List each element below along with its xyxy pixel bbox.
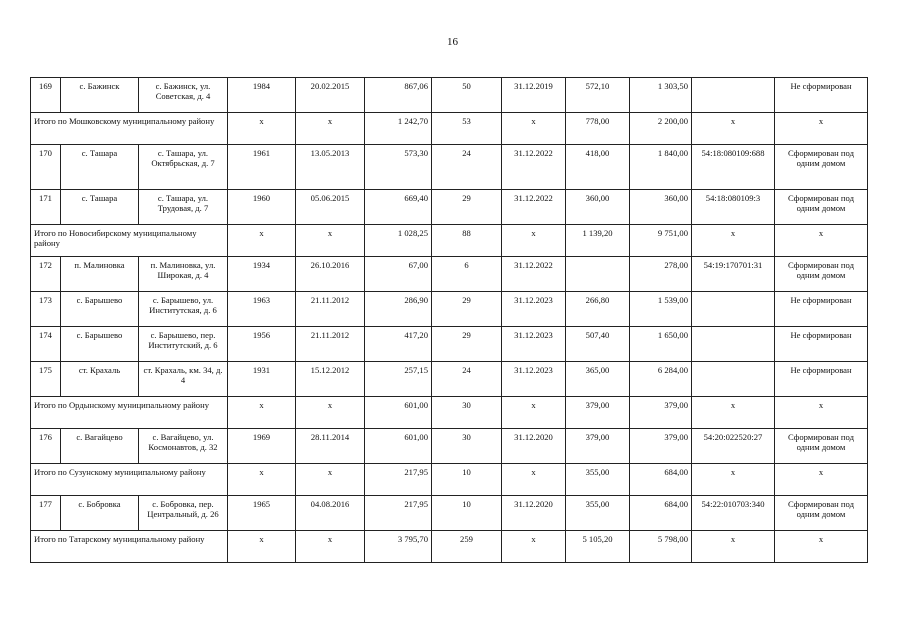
residents-cell: 24	[432, 145, 502, 190]
area-cell: 867,06	[365, 78, 432, 113]
land-status-cell: Не сформирован	[775, 362, 868, 397]
land-status-cell: x	[775, 464, 868, 496]
row-number-cell: 171	[31, 190, 61, 225]
cadastral-number-cell	[692, 327, 775, 362]
cadastral-number-cell	[692, 292, 775, 327]
cadastral-number-cell: 54:18:080109:3	[692, 190, 775, 225]
land-status-cell: Не сформирован	[775, 78, 868, 113]
planned-area-cell: 507,40	[566, 327, 630, 362]
date-cell: x	[296, 531, 365, 563]
settlement-cell: с. Ташара	[61, 190, 139, 225]
planned-area-cell: 360,00	[566, 190, 630, 225]
land-status-cell: x	[775, 225, 868, 257]
area-cell: 67,00	[365, 257, 432, 292]
address-cell: п. Малиновка, ул. Широкая, д. 4	[139, 257, 228, 292]
settlement-cell: с. Ташара	[61, 145, 139, 190]
land-area-cell: 1 539,00	[630, 292, 692, 327]
district-total-row	[31, 397, 868, 429]
date-cell: x	[296, 113, 365, 145]
residents-cell: 10	[432, 464, 502, 496]
year-cell: 1984	[228, 78, 296, 113]
area-cell: 257,15	[365, 362, 432, 397]
land-area-cell: 2 200,00	[630, 113, 692, 145]
planned-area-cell: 379,00	[566, 397, 630, 429]
area-cell: 601,00	[365, 429, 432, 464]
deadline-cell: 31.12.2020	[502, 496, 566, 531]
row-number-cell: 169	[31, 78, 61, 113]
cadastral-number-cell: 54:20:022520:27	[692, 429, 775, 464]
date-cell: 21.11.2012	[296, 292, 365, 327]
residents-cell: 88	[432, 225, 502, 257]
row-number-cell: 177	[31, 496, 61, 531]
planned-area-cell: 778,00	[566, 113, 630, 145]
total-label-cell: Итого по Мошковскому муниципальному району	[31, 113, 228, 145]
cadastral-number-cell: 54:18:080109:688	[692, 145, 775, 190]
deadline-cell: x	[502, 113, 566, 145]
date-cell: 13.05.2013	[296, 145, 365, 190]
residents-cell: 10	[432, 496, 502, 531]
land-area-cell: 379,00	[630, 397, 692, 429]
total-label-cell: Итого по Сузунскому муниципальному району	[31, 464, 228, 496]
deadline-cell: 31.12.2022	[502, 145, 566, 190]
land-area-cell: 5 798,00	[630, 531, 692, 563]
house-row	[31, 78, 868, 113]
settlement-cell: с. Барышево	[61, 292, 139, 327]
house-row	[31, 496, 868, 531]
page-number: 16	[447, 36, 458, 48]
planned-area-cell: 418,00	[566, 145, 630, 190]
settlement-cell: с. Барышево	[61, 327, 139, 362]
planned-area-cell: 355,00	[566, 496, 630, 531]
deadline-cell: 31.12.2020	[502, 429, 566, 464]
address-cell: с. Вагайцево, ул. Космонавтов, д. 32	[139, 429, 228, 464]
land-area-cell: 1 650,00	[630, 327, 692, 362]
land-status-cell: Сформирован под одним домом	[775, 190, 868, 225]
year-cell: 1934	[228, 257, 296, 292]
date-cell: 04.08.2016	[296, 496, 365, 531]
district-total-row	[31, 531, 868, 563]
land-status-cell: Сформирован под одним домом	[775, 257, 868, 292]
cadastral-number-cell: x	[692, 464, 775, 496]
year-cell: 1963	[228, 292, 296, 327]
address-cell: с. Бажинск, ул. Советская, д. 4	[139, 78, 228, 113]
date-cell: 26.10.2016	[296, 257, 365, 292]
row-number-cell: 172	[31, 257, 61, 292]
date-cell: 20.02.2015	[296, 78, 365, 113]
residents-cell: 30	[432, 429, 502, 464]
year-cell: 1961	[228, 145, 296, 190]
cadastral-number-cell	[692, 78, 775, 113]
date-cell: 05.06.2015	[296, 190, 365, 225]
address-cell: ст. Крахаль, км. 34, д. 4	[139, 362, 228, 397]
year-cell: 1965	[228, 496, 296, 531]
land-area-cell: 379,00	[630, 429, 692, 464]
planned-area-cell: 1 139,20	[566, 225, 630, 257]
land-status-cell: Сформирован под одним домом	[775, 496, 868, 531]
district-total-row	[31, 113, 868, 145]
row-number-cell: 175	[31, 362, 61, 397]
date-cell: 28.11.2014	[296, 429, 365, 464]
house-row	[31, 257, 868, 292]
deadline-cell: 31.12.2023	[502, 292, 566, 327]
year-cell: 1931	[228, 362, 296, 397]
residents-cell: 6	[432, 257, 502, 292]
planned-area-cell: 266,80	[566, 292, 630, 327]
house-row	[31, 292, 868, 327]
land-area-cell: 1 840,00	[630, 145, 692, 190]
deadline-cell: x	[502, 531, 566, 563]
deadline-cell: 31.12.2023	[502, 327, 566, 362]
date-cell: x	[296, 464, 365, 496]
area-cell: 3 795,70	[365, 531, 432, 563]
residents-cell: 29	[432, 292, 502, 327]
emergency-housing-table	[30, 77, 868, 563]
address-cell: с. Бобровка, пер. Центральный, д. 26	[139, 496, 228, 531]
settlement-cell: ст. Крахаль	[61, 362, 139, 397]
deadline-cell: 31.12.2022	[502, 190, 566, 225]
deadline-cell: 31.12.2022	[502, 257, 566, 292]
residents-cell: 30	[432, 397, 502, 429]
residents-cell: 29	[432, 327, 502, 362]
residents-cell: 259	[432, 531, 502, 563]
house-row	[31, 327, 868, 362]
residents-cell: 53	[432, 113, 502, 145]
deadline-cell: x	[502, 225, 566, 257]
district-total-row	[31, 464, 868, 496]
year-cell: 1956	[228, 327, 296, 362]
land-area-cell: 1 303,50	[630, 78, 692, 113]
settlement-cell: с. Бажинск	[61, 78, 139, 113]
address-cell: с. Ташара, ул. Октябрьская, д. 7	[139, 145, 228, 190]
land-area-cell: 6 284,00	[630, 362, 692, 397]
cadastral-number-cell: 54:19:170701:31	[692, 257, 775, 292]
date-cell: x	[296, 225, 365, 257]
land-status-cell: Не сформирован	[775, 292, 868, 327]
area-cell: 286,90	[365, 292, 432, 327]
area-cell: 417,20	[365, 327, 432, 362]
cadastral-number-cell	[692, 362, 775, 397]
cadastral-number-cell: x	[692, 397, 775, 429]
year-cell: x	[228, 113, 296, 145]
total-label-cell: Итого по Ордынскому муниципальному району	[31, 397, 228, 429]
settlement-cell: с. Бобровка	[61, 496, 139, 531]
deadline-cell: 31.12.2023	[502, 362, 566, 397]
year-cell: x	[228, 225, 296, 257]
cadastral-number-cell: x	[692, 531, 775, 563]
cadastral-number-cell: x	[692, 113, 775, 145]
date-cell: 15.12.2012	[296, 362, 365, 397]
cadastral-number-cell: 54:22:010703:340	[692, 496, 775, 531]
settlement-cell: п. Малиновка	[61, 257, 139, 292]
year-cell: 1960	[228, 190, 296, 225]
area-cell: 1 028,25	[365, 225, 432, 257]
row-number-cell: 173	[31, 292, 61, 327]
row-number-cell: 170	[31, 145, 61, 190]
settlement-cell: с. Вагайцево	[61, 429, 139, 464]
land-area-cell: 684,00	[630, 464, 692, 496]
deadline-cell: x	[502, 397, 566, 429]
land-area-cell: 278,00	[630, 257, 692, 292]
planned-area-cell: 379,00	[566, 429, 630, 464]
area-cell: 217,95	[365, 496, 432, 531]
land-status-cell: x	[775, 113, 868, 145]
address-cell: с. Ташара, ул. Трудовая, д. 7	[139, 190, 228, 225]
district-total-row	[31, 225, 868, 257]
area-cell: 669,40	[365, 190, 432, 225]
year-cell: x	[228, 397, 296, 429]
row-number-cell: 176	[31, 429, 61, 464]
date-cell: x	[296, 397, 365, 429]
row-number-cell: 174	[31, 327, 61, 362]
land-area-cell: 684,00	[630, 496, 692, 531]
total-label-cell: Итого по Татарскому муниципальному району	[31, 531, 228, 563]
land-area-cell: 9 751,00	[630, 225, 692, 257]
planned-area-cell: 572,10	[566, 78, 630, 113]
planned-area-cell: 5 105,20	[566, 531, 630, 563]
land-status-cell: Сформирован под одним домом	[775, 429, 868, 464]
residents-cell: 24	[432, 362, 502, 397]
address-cell: с. Барышево, пер. Институтский, д. 6	[139, 327, 228, 362]
deadline-cell: 31.12.2019	[502, 78, 566, 113]
cadastral-number-cell: x	[692, 225, 775, 257]
house-row	[31, 145, 868, 190]
year-cell: x	[228, 531, 296, 563]
year-cell: x	[228, 464, 296, 496]
area-cell: 217,95	[365, 464, 432, 496]
deadline-cell: x	[502, 464, 566, 496]
land-area-cell: 360,00	[630, 190, 692, 225]
area-cell: 1 242,70	[365, 113, 432, 145]
area-cell: 601,00	[365, 397, 432, 429]
year-cell: 1969	[228, 429, 296, 464]
table-body	[31, 78, 868, 563]
land-status-cell: x	[775, 531, 868, 563]
house-row	[31, 429, 868, 464]
residents-cell: 29	[432, 190, 502, 225]
planned-area-cell	[566, 257, 630, 292]
land-status-cell: Не сформирован	[775, 327, 868, 362]
planned-area-cell: 365,00	[566, 362, 630, 397]
land-status-cell: Сформирован под одним домом	[775, 145, 868, 190]
total-label-cell: Итого по Новосибирскому муниципальному району	[31, 225, 228, 257]
residents-cell: 50	[432, 78, 502, 113]
land-status-cell: x	[775, 397, 868, 429]
address-cell: с. Барышево, ул. Институтская, д. 6	[139, 292, 228, 327]
planned-area-cell: 355,00	[566, 464, 630, 496]
house-row	[31, 362, 868, 397]
date-cell: 21.11.2012	[296, 327, 365, 362]
house-row	[31, 190, 868, 225]
area-cell: 573,30	[365, 145, 432, 190]
